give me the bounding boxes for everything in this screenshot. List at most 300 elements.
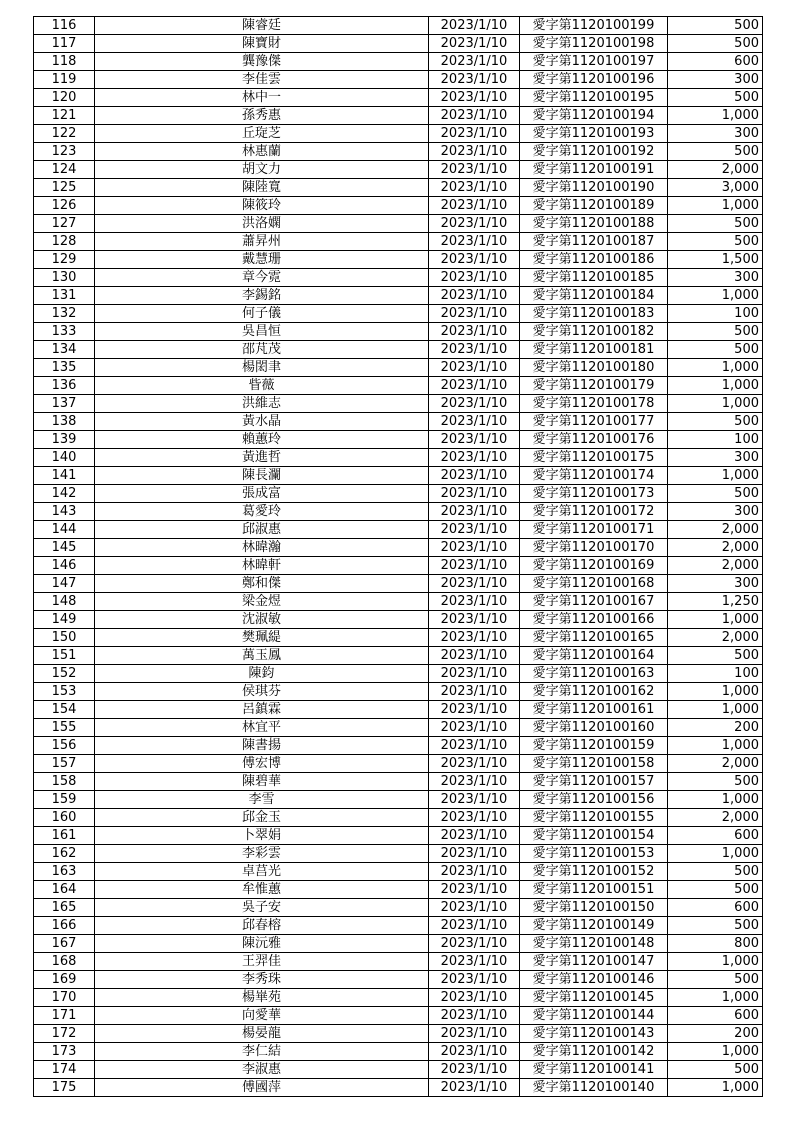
table-row xyxy=(34,467,763,485)
receipt-number: 愛字第1120100184 xyxy=(520,287,668,305)
donation-amount: 500 xyxy=(668,647,763,665)
table-row xyxy=(34,377,763,395)
donor-name: 傅宏博 xyxy=(95,755,429,773)
donor-name: 李雪 xyxy=(95,791,429,809)
donor-name: 蕭昇州 xyxy=(95,233,429,251)
receipt-number: 愛字第1120100165 xyxy=(520,629,668,647)
donation-amount: 1,000 xyxy=(668,845,763,863)
donor-name: 丘琁芝 xyxy=(95,125,429,143)
row-number: 125 xyxy=(34,179,95,197)
row-number: 157 xyxy=(34,755,95,773)
donation-date: 2023/1/10 xyxy=(429,71,520,89)
donation-date: 2023/1/10 xyxy=(429,467,520,485)
donation-amount: 500 xyxy=(668,773,763,791)
row-number: 159 xyxy=(34,791,95,809)
row-number: 121 xyxy=(34,107,95,125)
receipt-number: 愛字第1120100166 xyxy=(520,611,668,629)
donor-name: 陳睿廷 xyxy=(95,17,429,35)
donor-name: 楊晏龍 xyxy=(95,1025,429,1043)
table-row xyxy=(34,449,763,467)
donation-date: 2023/1/10 xyxy=(429,845,520,863)
donation-date: 2023/1/10 xyxy=(429,701,520,719)
receipt-number: 愛字第1120100186 xyxy=(520,251,668,269)
receipt-number: 愛字第1120100187 xyxy=(520,233,668,251)
donation-date: 2023/1/10 xyxy=(429,449,520,467)
table-row xyxy=(34,575,763,593)
donation-date: 2023/1/10 xyxy=(429,233,520,251)
receipt-number: 愛字第1120100177 xyxy=(520,413,668,431)
receipt-number: 愛字第1120100185 xyxy=(520,269,668,287)
donation-amount: 100 xyxy=(668,665,763,683)
donor-name: 陳陸寬 xyxy=(95,179,429,197)
donation-date: 2023/1/10 xyxy=(429,485,520,503)
row-number: 171 xyxy=(34,1007,95,1025)
table-row xyxy=(34,1043,763,1061)
row-number: 123 xyxy=(34,143,95,161)
donor-name: 李淑惠 xyxy=(95,1061,429,1079)
donation-amount: 200 xyxy=(668,1025,763,1043)
table-row xyxy=(34,269,763,287)
row-number: 131 xyxy=(34,287,95,305)
donation-amount: 1,000 xyxy=(668,953,763,971)
donor-name: 何子儀 xyxy=(95,305,429,323)
receipt-number: 愛字第1120100152 xyxy=(520,863,668,881)
row-number: 160 xyxy=(34,809,95,827)
donation-amount: 300 xyxy=(668,125,763,143)
donation-amount: 1,000 xyxy=(668,107,763,125)
donor-name: 章今霓 xyxy=(95,269,429,287)
table-row xyxy=(34,755,763,773)
donation-date: 2023/1/10 xyxy=(429,737,520,755)
row-number: 128 xyxy=(34,233,95,251)
donation-amount: 1,000 xyxy=(668,197,763,215)
donation-date: 2023/1/10 xyxy=(429,755,520,773)
donation-date: 2023/1/10 xyxy=(429,179,520,197)
row-number: 172 xyxy=(34,1025,95,1043)
donation-date: 2023/1/10 xyxy=(429,773,520,791)
donor-name: 張成富 xyxy=(95,485,429,503)
donation-amount: 600 xyxy=(668,899,763,917)
donation-amount: 500 xyxy=(668,413,763,431)
receipt-number: 愛字第1120100158 xyxy=(520,755,668,773)
donor-name: 胡文力 xyxy=(95,161,429,179)
donation-date: 2023/1/10 xyxy=(429,341,520,359)
receipt-number: 愛字第1120100195 xyxy=(520,89,668,107)
donor-name: 梁金煜 xyxy=(95,593,429,611)
table-row xyxy=(34,773,763,791)
donation-date: 2023/1/10 xyxy=(429,125,520,143)
donation-amount: 600 xyxy=(668,1007,763,1025)
table-row xyxy=(34,593,763,611)
donation-amount: 1,000 xyxy=(668,359,763,377)
donation-amount: 300 xyxy=(668,71,763,89)
table-row xyxy=(34,809,763,827)
receipt-number: 愛字第1120100170 xyxy=(520,539,668,557)
donor-name: 李佳雲 xyxy=(95,71,429,89)
row-number: 155 xyxy=(34,719,95,737)
table-row xyxy=(34,485,763,503)
donation-date: 2023/1/10 xyxy=(429,809,520,827)
receipt-number: 愛字第1120100155 xyxy=(520,809,668,827)
donation-amount: 1,000 xyxy=(668,467,763,485)
donation-amount: 200 xyxy=(668,719,763,737)
row-number: 132 xyxy=(34,305,95,323)
row-number: 156 xyxy=(34,737,95,755)
donation-date: 2023/1/10 xyxy=(429,863,520,881)
receipt-number: 愛字第1120100182 xyxy=(520,323,668,341)
row-number: 127 xyxy=(34,215,95,233)
donation-date: 2023/1/10 xyxy=(429,53,520,71)
donation-date: 2023/1/10 xyxy=(429,683,520,701)
donation-amount: 1,000 xyxy=(668,1043,763,1061)
donor-name: 牟惟蕙 xyxy=(95,881,429,899)
receipt-number: 愛字第1120100180 xyxy=(520,359,668,377)
table-row xyxy=(34,881,763,899)
row-number: 167 xyxy=(34,935,95,953)
receipt-number: 愛字第1120100140 xyxy=(520,1079,668,1097)
donor-name: 林宜平 xyxy=(95,719,429,737)
donation-amount: 2,000 xyxy=(668,161,763,179)
donation-amount: 500 xyxy=(668,17,763,35)
donor-name: 楊崋苑 xyxy=(95,989,429,1007)
table-row xyxy=(34,611,763,629)
donation-amount: 1,000 xyxy=(668,683,763,701)
row-number: 139 xyxy=(34,431,95,449)
donation-date: 2023/1/10 xyxy=(429,1061,520,1079)
receipt-number: 愛字第1120100149 xyxy=(520,917,668,935)
donation-date: 2023/1/10 xyxy=(429,647,520,665)
receipt-number: 愛字第1120100163 xyxy=(520,665,668,683)
receipt-number: 愛字第1120100151 xyxy=(520,881,668,899)
row-number: 119 xyxy=(34,71,95,89)
donation-amount: 1,000 xyxy=(668,377,763,395)
donation-date: 2023/1/10 xyxy=(429,143,520,161)
row-number: 143 xyxy=(34,503,95,521)
table-row xyxy=(34,917,763,935)
receipt-number: 愛字第1120100172 xyxy=(520,503,668,521)
receipt-number: 愛字第1120100192 xyxy=(520,143,668,161)
donor-name: 李錫銘 xyxy=(95,287,429,305)
donation-date: 2023/1/10 xyxy=(429,935,520,953)
table-row xyxy=(34,53,763,71)
table-row xyxy=(34,683,763,701)
row-number: 161 xyxy=(34,827,95,845)
row-number: 151 xyxy=(34,647,95,665)
donor-name: 卓莒光 xyxy=(95,863,429,881)
donor-name: 呂鎮霖 xyxy=(95,701,429,719)
table-row xyxy=(34,503,763,521)
table-row xyxy=(34,791,763,809)
table-row xyxy=(34,161,763,179)
donation-amount: 1,000 xyxy=(668,1079,763,1097)
donation-date: 2023/1/10 xyxy=(429,791,520,809)
donation-amount: 1,000 xyxy=(668,611,763,629)
donation-date: 2023/1/10 xyxy=(429,593,520,611)
donation-amount: 500 xyxy=(668,89,763,107)
donor-name: 沈淑敏 xyxy=(95,611,429,629)
row-number: 118 xyxy=(34,53,95,71)
receipt-number: 愛字第1120100189 xyxy=(520,197,668,215)
receipt-number: 愛字第1120100178 xyxy=(520,395,668,413)
donation-date: 2023/1/10 xyxy=(429,377,520,395)
donor-name: 戴慧珊 xyxy=(95,251,429,269)
table-row xyxy=(34,341,763,359)
receipt-number: 愛字第1120100173 xyxy=(520,485,668,503)
donation-amount: 2,000 xyxy=(668,521,763,539)
donation-amount: 500 xyxy=(668,917,763,935)
donor-name: 龔豫傑 xyxy=(95,53,429,71)
donor-name: 傅國萍 xyxy=(95,1079,429,1097)
row-number: 153 xyxy=(34,683,95,701)
table-row xyxy=(34,143,763,161)
table-row xyxy=(34,557,763,575)
table-row xyxy=(34,125,763,143)
row-number: 133 xyxy=(34,323,95,341)
row-number: 166 xyxy=(34,917,95,935)
donation-amount: 500 xyxy=(668,863,763,881)
receipt-number: 愛字第1120100143 xyxy=(520,1025,668,1043)
row-number: 163 xyxy=(34,863,95,881)
donor-name: 李彩雲 xyxy=(95,845,429,863)
donor-name: 李秀珠 xyxy=(95,971,429,989)
row-number: 162 xyxy=(34,845,95,863)
donation-date: 2023/1/10 xyxy=(429,431,520,449)
donation-date: 2023/1/10 xyxy=(429,539,520,557)
donor-name: 邵芃茂 xyxy=(95,341,429,359)
table-row xyxy=(34,521,763,539)
table-row xyxy=(34,953,763,971)
row-number: 130 xyxy=(34,269,95,287)
donation-amount: 500 xyxy=(668,233,763,251)
donation-date: 2023/1/10 xyxy=(429,557,520,575)
row-number: 175 xyxy=(34,1079,95,1097)
table-row xyxy=(34,287,763,305)
table-row xyxy=(34,899,763,917)
donation-date: 2023/1/10 xyxy=(429,287,520,305)
donation-amount: 600 xyxy=(668,827,763,845)
donor-name: 邱春榕 xyxy=(95,917,429,935)
donor-name: 陳書揚 xyxy=(95,737,429,755)
table-row xyxy=(34,1079,763,1097)
donor-name: 陳沅雅 xyxy=(95,935,429,953)
receipt-number: 愛字第1120100168 xyxy=(520,575,668,593)
receipt-number: 愛字第1120100167 xyxy=(520,593,668,611)
receipt-number: 愛字第1120100162 xyxy=(520,683,668,701)
receipt-number: 愛字第1120100176 xyxy=(520,431,668,449)
receipt-number: 愛字第1120100190 xyxy=(520,179,668,197)
receipt-number: 愛字第1120100175 xyxy=(520,449,668,467)
donor-name: 洪維志 xyxy=(95,395,429,413)
donation-amount: 500 xyxy=(668,881,763,899)
table-row xyxy=(34,665,763,683)
receipt-number: 愛字第1120100156 xyxy=(520,791,668,809)
receipt-number: 愛字第1120100159 xyxy=(520,737,668,755)
donation-amount: 100 xyxy=(668,305,763,323)
donation-date: 2023/1/10 xyxy=(429,1007,520,1025)
donation-amount: 500 xyxy=(668,1061,763,1079)
donor-name: 眥薇 xyxy=(95,377,429,395)
donation-amount: 3,000 xyxy=(668,179,763,197)
receipt-number: 愛字第1120100193 xyxy=(520,125,668,143)
row-number: 134 xyxy=(34,341,95,359)
row-number: 149 xyxy=(34,611,95,629)
donation-date: 2023/1/10 xyxy=(429,215,520,233)
receipt-number: 愛字第1120100194 xyxy=(520,107,668,125)
table-row xyxy=(34,35,763,53)
row-number: 158 xyxy=(34,773,95,791)
row-number: 170 xyxy=(34,989,95,1007)
table-row xyxy=(34,323,763,341)
receipt-number: 愛字第1120100181 xyxy=(520,341,668,359)
row-number: 144 xyxy=(34,521,95,539)
donation-date: 2023/1/10 xyxy=(429,395,520,413)
donor-name: 李仁結 xyxy=(95,1043,429,1061)
donation-date: 2023/1/10 xyxy=(429,629,520,647)
donation-amount: 2,000 xyxy=(668,557,763,575)
table-row xyxy=(34,1007,763,1025)
donation-amount: 300 xyxy=(668,503,763,521)
donation-date: 2023/1/10 xyxy=(429,1025,520,1043)
table-row xyxy=(34,701,763,719)
table-row xyxy=(34,647,763,665)
row-number: 164 xyxy=(34,881,95,899)
donation-amount: 500 xyxy=(668,971,763,989)
row-number: 165 xyxy=(34,899,95,917)
donor-name: 吳子安 xyxy=(95,899,429,917)
table-row xyxy=(34,971,763,989)
donor-name: 陳長瀾 xyxy=(95,467,429,485)
table-row xyxy=(34,359,763,377)
donation-date: 2023/1/10 xyxy=(429,827,520,845)
donor-name: 林暐軒 xyxy=(95,557,429,575)
row-number: 135 xyxy=(34,359,95,377)
table-row xyxy=(34,737,763,755)
donation-date: 2023/1/10 xyxy=(429,251,520,269)
table-row xyxy=(34,431,763,449)
donation-amount: 1,000 xyxy=(668,287,763,305)
donation-date: 2023/1/10 xyxy=(429,917,520,935)
receipt-number: 愛字第1120100191 xyxy=(520,161,668,179)
donor-name: 吳昌恒 xyxy=(95,323,429,341)
donation-date: 2023/1/10 xyxy=(429,989,520,1007)
donation-amount: 500 xyxy=(668,323,763,341)
donor-name: 樊珮緹 xyxy=(95,629,429,647)
donation-date: 2023/1/10 xyxy=(429,971,520,989)
donation-date: 2023/1/10 xyxy=(429,665,520,683)
donor-name: 賴蕙玲 xyxy=(95,431,429,449)
receipt-number: 愛字第1120100171 xyxy=(520,521,668,539)
table-row xyxy=(34,989,763,1007)
donor-name: 林惠蘭 xyxy=(95,143,429,161)
receipt-number: 愛字第1120100174 xyxy=(520,467,668,485)
donor-name: 王羿佳 xyxy=(95,953,429,971)
donation-date: 2023/1/10 xyxy=(429,1043,520,1061)
receipt-number: 愛字第1120100148 xyxy=(520,935,668,953)
donation-amount: 2,000 xyxy=(668,629,763,647)
donation-date: 2023/1/10 xyxy=(429,35,520,53)
donor-name: 葛愛玲 xyxy=(95,503,429,521)
donor-name: 卜翠娟 xyxy=(95,827,429,845)
receipt-number: 愛字第1120100146 xyxy=(520,971,668,989)
donor-name: 邱金玉 xyxy=(95,809,429,827)
donation-amount: 500 xyxy=(668,215,763,233)
donation-amount: 500 xyxy=(668,143,763,161)
receipt-number: 愛字第1120100154 xyxy=(520,827,668,845)
donor-name: 鄭和傑 xyxy=(95,575,429,593)
donor-name: 陳鈞 xyxy=(95,665,429,683)
row-number: 141 xyxy=(34,467,95,485)
donation-date: 2023/1/10 xyxy=(429,359,520,377)
donor-name: 邱淑惠 xyxy=(95,521,429,539)
row-number: 152 xyxy=(34,665,95,683)
row-number: 116 xyxy=(34,17,95,35)
row-number: 129 xyxy=(34,251,95,269)
donor-name: 黃水晶 xyxy=(95,413,429,431)
donation-amount: 500 xyxy=(668,341,763,359)
donation-date: 2023/1/10 xyxy=(429,521,520,539)
donation-ledger-table xyxy=(33,16,763,1097)
donation-date: 2023/1/10 xyxy=(429,953,520,971)
donation-amount: 2,000 xyxy=(668,755,763,773)
donation-amount: 500 xyxy=(668,35,763,53)
table-row xyxy=(34,827,763,845)
donation-date: 2023/1/10 xyxy=(429,413,520,431)
table-row xyxy=(34,71,763,89)
row-number: 117 xyxy=(34,35,95,53)
row-number: 142 xyxy=(34,485,95,503)
table-row xyxy=(34,395,763,413)
table-row xyxy=(34,89,763,107)
donor-name: 楊閎聿 xyxy=(95,359,429,377)
table-row xyxy=(34,107,763,125)
receipt-number: 愛字第1120100179 xyxy=(520,377,668,395)
donation-amount: 1,000 xyxy=(668,395,763,413)
donor-name: 萬玉鳳 xyxy=(95,647,429,665)
table-row xyxy=(34,179,763,197)
donation-date: 2023/1/10 xyxy=(429,575,520,593)
receipt-number: 愛字第1120100196 xyxy=(520,71,668,89)
row-number: 138 xyxy=(34,413,95,431)
row-number: 145 xyxy=(34,539,95,557)
donor-name: 孫秀惠 xyxy=(95,107,429,125)
table-row xyxy=(34,413,763,431)
receipt-number: 愛字第1120100157 xyxy=(520,773,668,791)
donor-name: 陳筱玲 xyxy=(95,197,429,215)
donation-date: 2023/1/10 xyxy=(429,17,520,35)
receipt-number: 愛字第1120100164 xyxy=(520,647,668,665)
table-row xyxy=(34,233,763,251)
donor-name: 林暐瀚 xyxy=(95,539,429,557)
receipt-number: 愛字第1120100199 xyxy=(520,17,668,35)
donor-name: 洪洛嫻 xyxy=(95,215,429,233)
receipt-number: 愛字第1120100145 xyxy=(520,989,668,1007)
row-number: 124 xyxy=(34,161,95,179)
receipt-number: 愛字第1120100197 xyxy=(520,53,668,71)
donation-amount: 2,000 xyxy=(668,809,763,827)
row-number: 136 xyxy=(34,377,95,395)
row-number: 140 xyxy=(34,449,95,467)
donation-date: 2023/1/10 xyxy=(429,1079,520,1097)
row-number: 146 xyxy=(34,557,95,575)
receipt-number: 愛字第1120100147 xyxy=(520,953,668,971)
row-number: 147 xyxy=(34,575,95,593)
row-number: 168 xyxy=(34,953,95,971)
table-row xyxy=(34,1025,763,1043)
donation-amount: 1,000 xyxy=(668,791,763,809)
donation-amount: 1,250 xyxy=(668,593,763,611)
donation-date: 2023/1/10 xyxy=(429,89,520,107)
donation-date: 2023/1/10 xyxy=(429,611,520,629)
